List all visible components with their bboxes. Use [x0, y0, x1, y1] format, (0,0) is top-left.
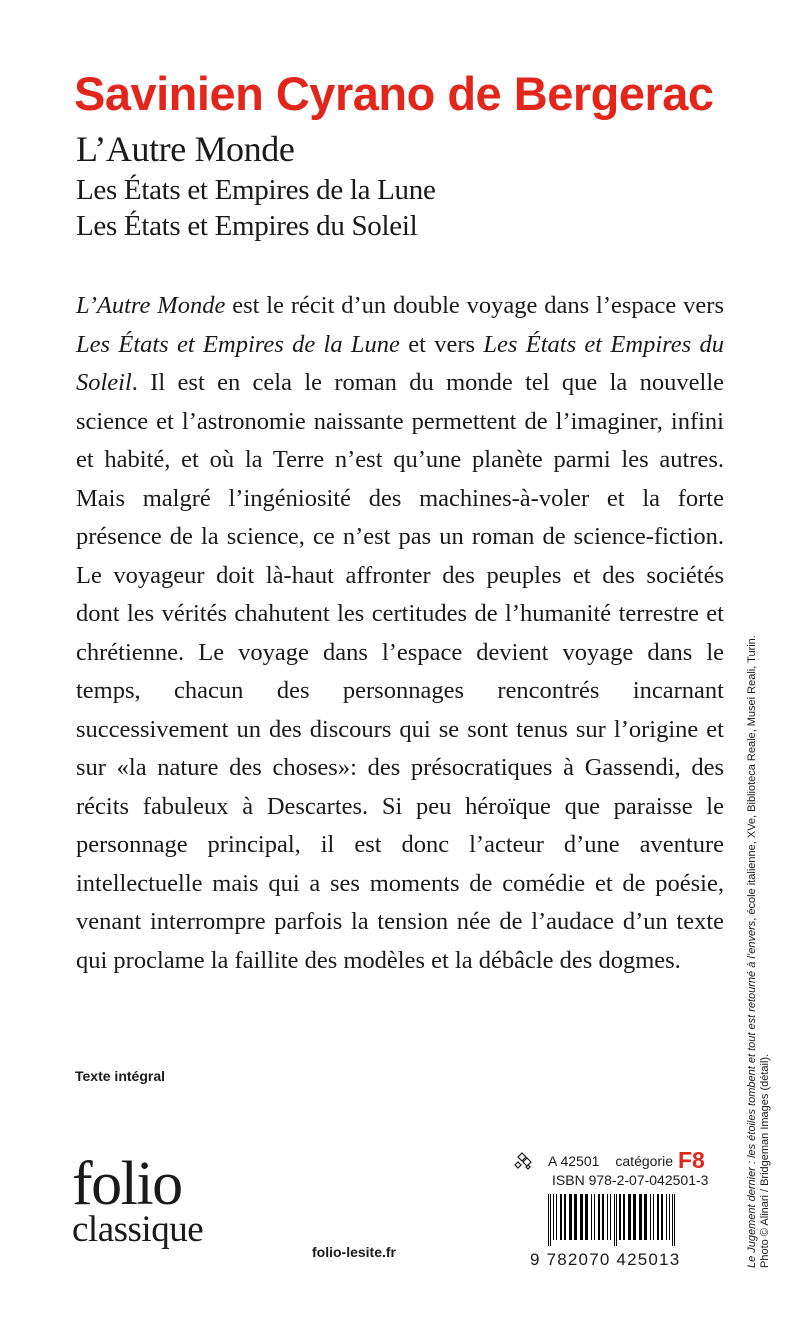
credit-artwork-title: Le Jugement dernier : les étoiles tombent et tout est retourné à l’envers	[746, 920, 758, 1268]
credit-line-1	[746, 635, 759, 1268]
barcode-digits: 9 782070 425013	[530, 1250, 681, 1269]
isbn: ISBN 978-2-07-042501-3	[552, 1172, 709, 1188]
barcode-bar	[616, 1194, 617, 1246]
barcode-bar	[619, 1194, 621, 1240]
barcode-bar	[580, 1194, 583, 1240]
publisher-website: folio-lesite.fr	[312, 1244, 397, 1260]
barcode-bar	[674, 1194, 675, 1246]
summary-italic-lune: Les États et Empires de la Lune	[76, 330, 400, 358]
catalog-code: A 42501	[548, 1152, 600, 1169]
barcode-bar	[602, 1194, 604, 1240]
barcode	[546, 1194, 718, 1246]
summary-italic-soleil: Les États et Empires du Soleil	[76, 330, 724, 396]
summary-text-2: et vers	[399, 330, 484, 358]
edition-note: Texte intégral	[75, 1068, 165, 1084]
barcode-bar	[591, 1194, 592, 1240]
barcode-bar	[639, 1194, 642, 1240]
barcode-bar	[548, 1194, 549, 1246]
barcode-bar	[574, 1194, 577, 1240]
book-title: L’Autre Monde	[76, 129, 295, 169]
barcode-bar	[598, 1194, 600, 1240]
barcode-bar	[594, 1194, 595, 1240]
subtitle-soleil: Les États et Empires du Soleil	[76, 210, 418, 242]
barcode-bar	[550, 1194, 551, 1246]
cover-image-credit	[746, 635, 772, 1268]
subtitle-lune: Les États et Empires de la Lune	[76, 174, 436, 206]
barcode-bar	[672, 1194, 673, 1246]
barcode-bar	[653, 1194, 654, 1240]
barcode-bar	[556, 1194, 557, 1240]
summary-text-1: est le récit d’un double voyage dans l’espace vers	[225, 292, 725, 319]
barcode-bar	[585, 1194, 588, 1240]
barcode-bar	[669, 1194, 670, 1240]
credit-artwork-details: , école italienne, XVe, Biblioteca Reale, Musei Reali, Turin.	[746, 635, 758, 921]
stars-icon	[514, 1152, 534, 1170]
barcode-bar	[666, 1194, 667, 1240]
barcode-bar	[623, 1194, 625, 1240]
catalog-code-row	[514, 1147, 705, 1174]
barcode-bar	[610, 1194, 611, 1240]
barcode-bar	[650, 1194, 651, 1240]
barcode-bar	[564, 1194, 566, 1240]
barcode-bar	[628, 1194, 631, 1240]
logo-classique-word: classique	[72, 1209, 204, 1250]
barcode-bar	[633, 1194, 636, 1240]
credit-line-2: Photo © Alinari / Bridgeman Images (détail).	[759, 1053, 771, 1268]
barcode-bar	[607, 1194, 608, 1240]
summary-italic-title: L’Autre Monde	[76, 292, 226, 319]
barcode-bar	[657, 1194, 659, 1240]
category-label: catégorie	[615, 1152, 673, 1169]
author-name: Savinien Cyrano de Bergerac	[74, 67, 714, 120]
barcode-bar	[644, 1194, 647, 1240]
category-code: F8	[677, 1147, 705, 1173]
barcode-bar	[553, 1194, 554, 1240]
barcode-bar	[614, 1194, 615, 1246]
summary-text-3: . Il est en cela le roman du monde tel que la nouvelle science et l’astronomie naissante permettent de l’imaginer, infini et habité, et où la Terre n’est qu’une planète parmi les autres. Mais malgré l’ingéniosité des machines-à-voler et la forte présence de la science, ce n’est pas un roman de science-fiction. Le voyageur doit là-haut affronter des peuples et des sociétés dont les vérités chahutent les certitudes de l’humanité terrestre et chrétienne. Le voyage dans l’espace devient voyage dans le temps, chacun des personnages rencontrés incarnant successivement un des discours qui se sont tenus sur l’origine et sur «la nature des choses»: des présocratiques à Gassendi, des récits fabuleux à Descartes. Si peu héroïque que paraisse le personnage principal, il est donc l’acteur d’une aventure intellectuelle mais qui a ses moments de comédie et de poésie, venant interrompre parfois la tension née de l’audace d’un texte qui proclame la faillite des modèles et la débâcle des dogmes.	[76, 369, 724, 974]
logo-folio-word: folio	[72, 1150, 182, 1218]
folio-classique-logo	[72, 1150, 204, 1250]
barcode-bar	[560, 1194, 562, 1240]
barcode-bar	[661, 1194, 663, 1240]
back-cover-summary	[76, 287, 724, 980]
barcode-bar	[569, 1194, 572, 1240]
